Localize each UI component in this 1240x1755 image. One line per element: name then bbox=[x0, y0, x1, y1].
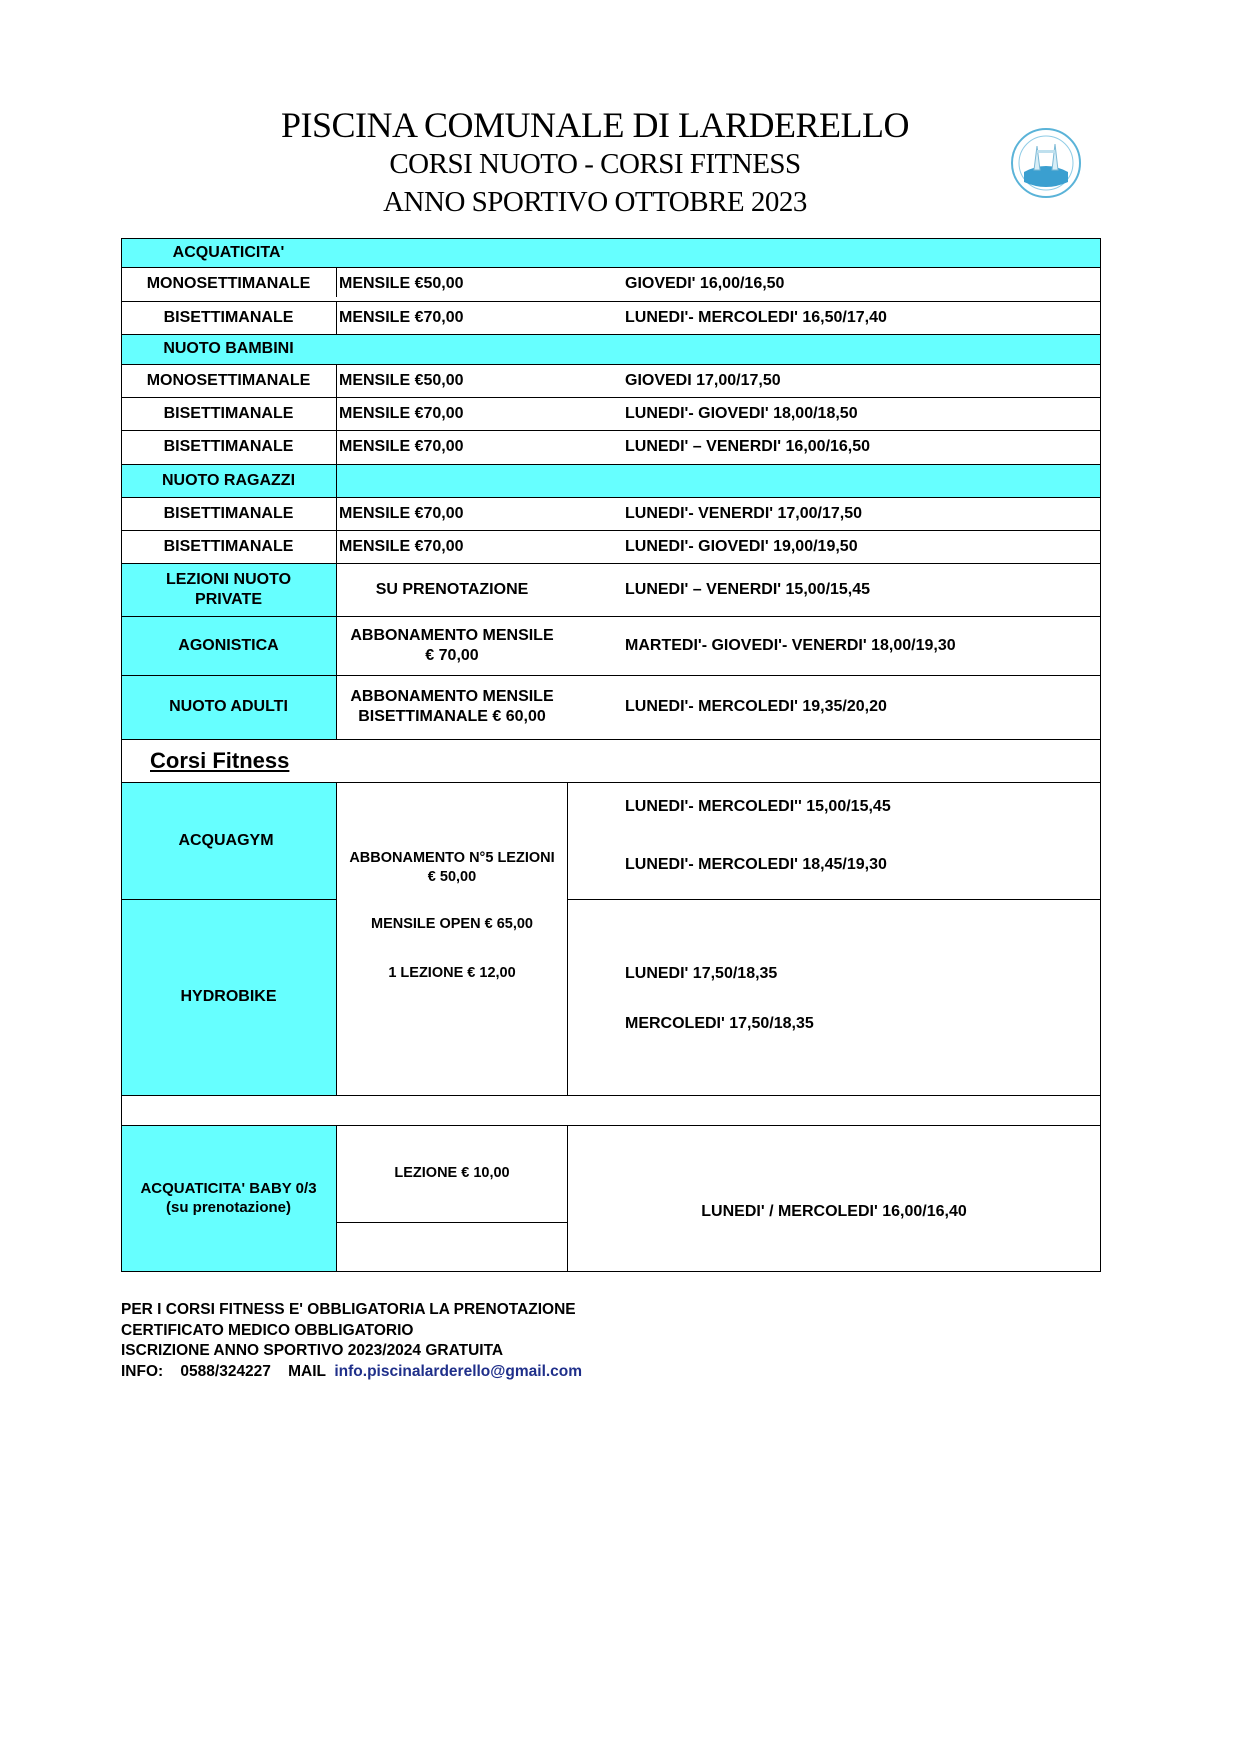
footer-notes bbox=[121, 1300, 582, 1382]
hydrobike-name: HYDROBIKE bbox=[180, 988, 277, 1005]
footer-mail-link[interactable]: info.piscinalarderello@gmail.com bbox=[334, 1362, 583, 1380]
baby-name bbox=[121, 1125, 336, 1271]
section-title-ragazzi: NUOTO RAGAZZI bbox=[161, 471, 296, 489]
private-lessons-name bbox=[121, 563, 336, 616]
agonistica-price-line2: € 70,00 bbox=[425, 646, 479, 664]
row-schedule: LUNEDI' – VENERDI' 16,00/16,50 bbox=[625, 438, 871, 455]
agonistica-name: AGONISTICA bbox=[178, 636, 279, 654]
private-lessons-schedule: LUNEDI' – VENERDI' 15,00/15,45 bbox=[625, 580, 871, 598]
private-lessons-price: SU PRENOTAZIONE bbox=[375, 580, 529, 598]
row-schedule: GIOVEDI 17,00/17,50 bbox=[625, 371, 781, 389]
adulti-price-line2: BISETTIMANALE € 60,00 bbox=[358, 708, 546, 725]
page-subtitle: CORSI NUOTO - CORSI FITNESS bbox=[389, 148, 801, 180]
baby-price: LEZIONE € 10,00 bbox=[394, 1165, 510, 1181]
adulti-price-line1: ABBONAMENTO MENSILE bbox=[350, 688, 554, 705]
row-schedule: LUNEDI'- GIOVEDI' 18,00/18,50 bbox=[625, 404, 858, 422]
row-price: MENSILE €70,00 bbox=[339, 438, 464, 455]
row-schedule: LUNEDI'- VENERDI' 17,00/17,50 bbox=[625, 504, 863, 522]
footer-line-2: CERTIFICATO MEDICO OBBLIGATORIO bbox=[121, 1321, 414, 1339]
acquagym-schedule-1: LUNEDI'- MERCOLEDI'' 15,00/15,45 bbox=[625, 798, 891, 815]
agonistica-price-line1: ABBONAMENTO MENSILE bbox=[350, 626, 554, 644]
footer-contact bbox=[121, 1362, 582, 1383]
pool-logo-icon bbox=[1004, 126, 1088, 200]
section-title-acquaticita: ACQUATICITA' bbox=[172, 243, 285, 261]
row-type: BISETTIMANALE bbox=[163, 504, 294, 522]
footer-info: INFO: 0588/324227 MAIL bbox=[121, 1362, 335, 1380]
row-type: MONOSETTIMANALE bbox=[146, 275, 311, 292]
row-price: MENSILE €70,00 bbox=[339, 308, 464, 326]
hydrobike-schedule-1: LUNEDI' 17,50/18,35 bbox=[625, 965, 778, 982]
baby-name-line1: ACQUATICITA' BABY 0/3 bbox=[140, 1180, 317, 1197]
adulti-name: NUOTO ADULTI bbox=[169, 698, 288, 715]
row-price: MENSILE €50,00 bbox=[339, 275, 464, 292]
acquagym-schedule-2: LUNEDI'- MERCOLEDI' 18,45/19,30 bbox=[625, 856, 887, 873]
fitness-price-5-lessons-amount: € 50,00 bbox=[427, 868, 477, 885]
hydrobike-schedule-2: MERCOLEDI' 17,50/18,35 bbox=[625, 1015, 814, 1032]
adulti-price bbox=[337, 675, 567, 739]
footer-line-1: PER I CORSI FITNESS E' OBBLIGATORIA LA PRENOTAZIONE bbox=[121, 1301, 576, 1318]
acquagym-name: ACQUAGYM bbox=[178, 831, 274, 849]
agonistica-schedule: MARTEDI'- GIOVEDI'- VENERDI' 18,00/19,30 bbox=[625, 636, 956, 654]
row-type: MONOSETTIMANALE bbox=[146, 371, 311, 389]
row-schedule: GIOVEDI' 16,00/16,50 bbox=[625, 275, 785, 292]
fitness-price-open: MENSILE OPEN € 65,00 bbox=[371, 915, 533, 932]
section-title-bambini: NUOTO BAMBINI bbox=[163, 340, 294, 357]
baby-schedule: LUNEDI' / MERCOLEDI' 16,00/16,40 bbox=[701, 1203, 967, 1220]
row-schedule: LUNEDI'- MERCOLEDI' 16,50/17,40 bbox=[625, 308, 887, 326]
row-type: BISETTIMANALE bbox=[163, 308, 294, 326]
row-type: BISETTIMANALE bbox=[163, 537, 294, 555]
private-name-line2: PRIVATE bbox=[195, 590, 262, 608]
season-line: ANNO SPORTIVO OTTOBRE 2023 bbox=[383, 186, 807, 218]
row-schedule: LUNEDI'- GIOVEDI' 19,00/19,50 bbox=[625, 537, 858, 555]
row-type: BISETTIMANALE bbox=[163, 438, 294, 455]
fitness-price-5-lessons: ABBONAMENTO N°5 LEZIONI bbox=[349, 849, 555, 866]
page-title: PISCINA COMUNALE DI LARDERELLO bbox=[281, 105, 909, 145]
adulti-schedule: LUNEDI'- MERCOLEDI' 19,35/20,20 bbox=[625, 698, 887, 715]
footer-line-3: ISCRIZIONE ANNO SPORTIVO 2023/2024 GRATUITA bbox=[121, 1342, 504, 1359]
private-name-line1: LEZIONI NUOTO bbox=[165, 570, 292, 588]
row-price: MENSILE €70,00 bbox=[339, 404, 464, 422]
fitness-price-single: 1 LEZIONE € 12,00 bbox=[388, 964, 516, 981]
baby-name-line2: (su prenotazione) bbox=[165, 1199, 291, 1216]
fitness-heading: Corsi Fitness bbox=[150, 748, 290, 773]
row-price: MENSILE €50,00 bbox=[339, 371, 464, 389]
agonistica-price bbox=[337, 616, 567, 675]
row-type: BISETTIMANALE bbox=[163, 404, 294, 422]
row-price: MENSILE €70,00 bbox=[339, 504, 464, 522]
row-price: MENSILE €70,00 bbox=[339, 537, 464, 555]
